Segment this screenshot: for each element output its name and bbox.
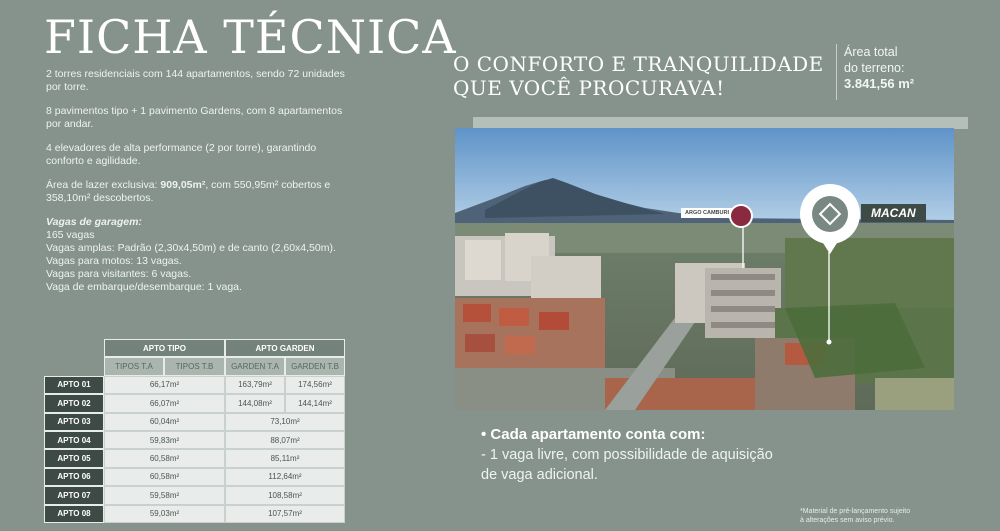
tipo-area: 60,58m² xyxy=(104,449,225,467)
row-label: APTO 04 xyxy=(44,431,104,449)
row-label: APTO 03 xyxy=(44,413,104,431)
garden-b-area: 144,14m² xyxy=(285,394,345,412)
headline-line: QUE VOCÊ PROCURAVA! xyxy=(453,76,725,100)
garden-area: 88,07m² xyxy=(225,431,345,449)
header-tipos-ta: TIPOS T.A xyxy=(104,357,164,375)
table-row xyxy=(44,413,345,431)
row-label: APTO 06 xyxy=(44,468,104,486)
elevators-info: 4 elevadores de alta performance (2 por torre), garantindo conforto e agilidade. xyxy=(46,142,317,167)
garage-title: Vagas de garagem: xyxy=(46,216,142,228)
page-title: FICHA TÉCNICA xyxy=(44,10,457,64)
garden-area: 108,58m² xyxy=(225,486,345,504)
info-text xyxy=(481,445,841,485)
table-row xyxy=(44,505,345,523)
garage-item: Vagas para motos: 13 vagas. xyxy=(46,255,182,267)
row-label: APTO 07 xyxy=(44,486,104,504)
divider xyxy=(836,44,837,100)
garden-b-area: 174,56m² xyxy=(285,376,345,394)
header-garden-ta: GARDEN T.A xyxy=(225,357,285,375)
area-value: 3.841,56 m² xyxy=(844,76,915,91)
table-row xyxy=(44,431,345,449)
total-area xyxy=(844,44,914,92)
disclaimer xyxy=(800,507,910,525)
garage-item: Vaga de embarque/desembarque: 1 vaga. xyxy=(46,281,242,293)
aerial-photo-illustration xyxy=(455,128,954,410)
info-title: • Cada apartamento conta com: xyxy=(481,426,706,443)
row-label: APTO 02 xyxy=(44,394,104,412)
aerial-photo xyxy=(455,128,954,410)
garage-list xyxy=(46,229,346,294)
info-line: - 1 vaga livre, com possibilidade de aquisição xyxy=(481,447,773,463)
garden-a-area: 163,79m² xyxy=(225,376,285,394)
floors-info: 8 pavimentos tipo + 1 pavimento Gardens, com 8 apartamentos por andar. xyxy=(46,105,343,130)
header-apto-tipo: APTO TIPO xyxy=(104,339,225,357)
disclaimer-line: *Material de pré-lançamento sujeito xyxy=(800,508,911,515)
area-label: do terreno: xyxy=(844,61,905,75)
header-apto-garden: APTO GARDEN xyxy=(225,339,345,357)
garage-item: Vagas para visitantes: 6 vagas. xyxy=(46,268,192,280)
brand-label: MACAN xyxy=(861,204,926,222)
leisure-prefix: Área de lazer exclusiva: xyxy=(46,179,161,191)
towers-info: 2 torres residenciais com 144 apartamentos, sendo 72 unidades por torre. xyxy=(46,68,345,93)
tipo-area: 59,83m² xyxy=(104,431,225,449)
tipo-area: 59,58m² xyxy=(104,486,225,504)
garden-area: 112,64m² xyxy=(225,468,345,486)
table-row xyxy=(44,376,345,394)
garage-item: Vagas amplas: Padrão (2,30x4,50m) e de canto (2,60x4,50m). xyxy=(46,242,336,254)
disclaimer-line: à alterações sem aviso prévio. xyxy=(800,517,895,524)
poi-label: ARGO CAMBURI xyxy=(681,208,733,218)
leisure-info xyxy=(46,179,346,205)
tipo-area: 66,07m² xyxy=(104,394,225,412)
row-label: APTO 01 xyxy=(44,376,104,394)
table-row xyxy=(44,394,345,412)
apartment-area-table xyxy=(44,339,345,523)
table-row xyxy=(44,449,345,467)
technical-description xyxy=(46,68,346,294)
headline-line: O CONFORTO E TRANQUILIDADE xyxy=(453,52,824,76)
header-tipos-tb: TIPOS T.B xyxy=(164,357,225,375)
garden-area: 73,10m² xyxy=(225,413,345,431)
area-label: Área total xyxy=(844,45,898,59)
garage-item: 165 vagas xyxy=(46,229,95,241)
table-corner xyxy=(44,357,104,375)
header-garden-tb: GARDEN T.B xyxy=(285,357,345,375)
headline xyxy=(453,52,824,100)
row-label: APTO 05 xyxy=(44,449,104,467)
garden-area: 107,57m² xyxy=(225,505,345,523)
leisure-value: 909,05m² xyxy=(160,179,206,191)
brand-logo-icon xyxy=(812,196,848,232)
row-label: APTO 08 xyxy=(44,505,104,523)
pin-tail-icon xyxy=(816,232,844,254)
tipo-area: 60,58m² xyxy=(104,468,225,486)
table-corner xyxy=(44,339,104,357)
table-row xyxy=(44,486,345,504)
garden-area: 85,11m² xyxy=(225,449,345,467)
tipo-area: 59,03m² xyxy=(104,505,225,523)
poi-pin-icon xyxy=(729,204,753,228)
garden-a-area: 144,08m² xyxy=(225,394,285,412)
info-line: de vaga adicional. xyxy=(481,467,598,483)
table-row xyxy=(44,468,345,486)
leisure-suffix: , com 550,95m² cobertos e 358,10m² descobertos. xyxy=(46,179,331,204)
tipo-area: 60,04m² xyxy=(104,413,225,431)
tipo-area: 66,17m² xyxy=(104,376,225,394)
